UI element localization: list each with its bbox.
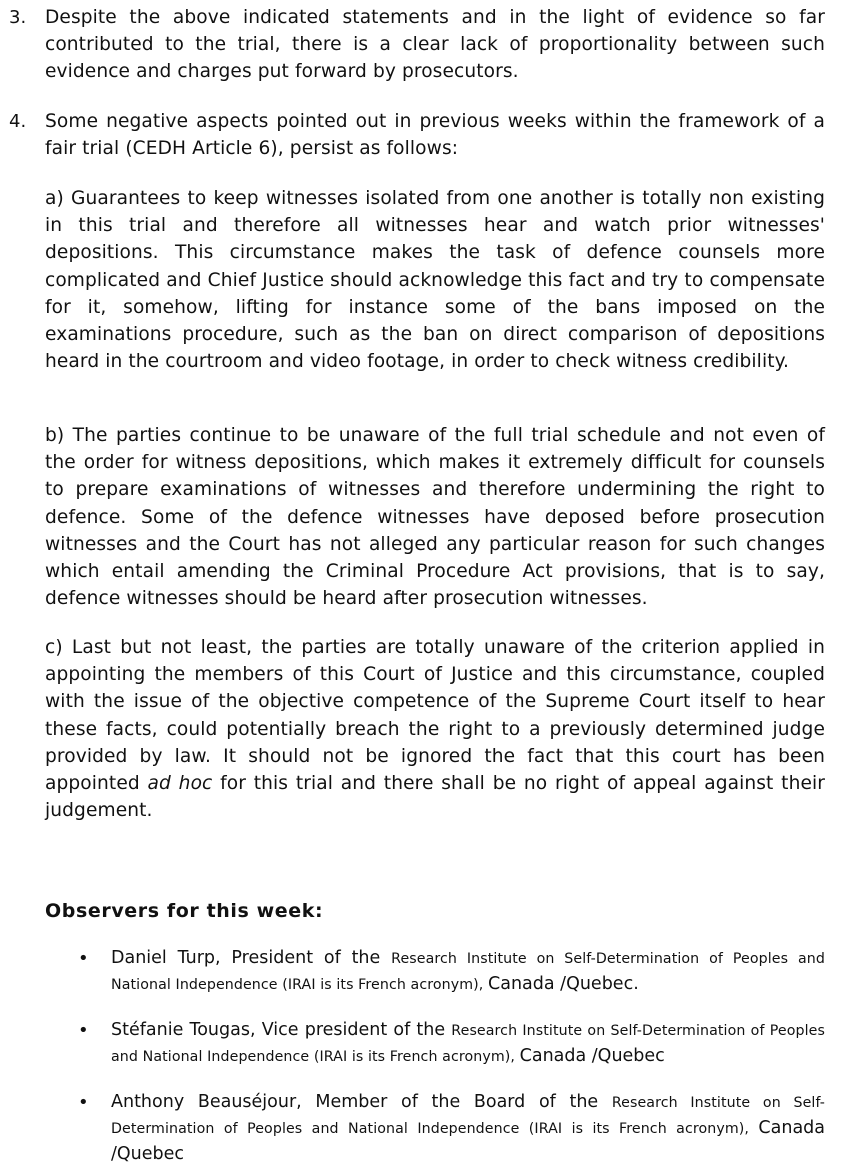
observer-text	[111, 1090, 825, 1167]
bullet-icon: •	[78, 948, 89, 969]
observer-org: Research Institute on Self-Determination of Peoples and National Independence (IRAI is its French acronym),	[111, 951, 825, 993]
bullet-icon: •	[78, 1020, 89, 1041]
observer-org: Research Institute on Self-Determination of Peoples and National Independence (IRAI is its French acronym),	[111, 1023, 825, 1065]
observer-org: Research Institute on Self-Determination of Peoples and National Independence (IRAI is its French acronym),	[111, 1095, 825, 1137]
bullet-icon: •	[78, 1092, 89, 1113]
item-number: 3.	[9, 7, 27, 28]
sub-item-c	[45, 634, 825, 824]
observers-heading: Observers for this week:	[45, 900, 324, 922]
sub-item-c-end: for this trial and there shall be no right of appeal against their judgement.	[45, 773, 825, 822]
item-text: Some negative aspects pointed out in previous weeks within the framework of a fair trial (CEDH Article 6), persist as follows:	[45, 111, 825, 160]
observer-lead: Anthony Beauséjour, Member of the Board of the	[111, 1092, 612, 1112]
observer-text	[111, 946, 825, 998]
observer-place: Canada /Quebec.	[488, 974, 639, 994]
observer-place: Canada /Quebec	[111, 1118, 825, 1164]
sub-item-b: b) The parties continue to be unaware of the full trial schedule and not even of the order for witness depositions, which makes it extremely difficult for counsels to prepare examinations of witnesses and therefore undermining the right to defence. Some of the defence witnesses have deposed before prosecution witnesses and the Court has not alleged any particular reason for such changes which entail amending the Criminal Procedure Act provisions, that is to say, defence witnesses should be heard after prosecution witnesses.	[45, 425, 825, 610]
item-number: 4.	[9, 111, 27, 132]
item-text: Despite the above indicated statements and in the light of evidence so far contributed to the trial, there is a clear lack of proportionality between such evidence and charges put forward by prosecutors.	[45, 7, 825, 83]
sub-item-c-italic: ad hoc	[147, 773, 213, 795]
sub-item-a: a) Guarantees to keep witnesses isolated from one another is totally non existing in this trial and therefore all witnesses hear and watch prior witnesses' depositions. This circumstance makes the task of defence counsels more complicated and Chief Justice should acknowledge this fact and try to compensate for it, somehow, lifting for instance some of the bans imposed on the examinations procedure, such as the ban on direct comparison of depositions heard in the courtroom and video footage, in order to check witness credibility.	[45, 188, 825, 373]
observer-lead: Daniel Turp, President of the	[111, 948, 392, 968]
sub-item-c-text: c) Last but not least, the parties are totally unaware of the criterion applied in appointing the members of this Court of Justice and this circumstance, coupled with the issue of the objective competence of the Supreme Court itself to hear these facts, could potentially breach the right to a previously determined judge provided by law. It should not be ignored the fact that this court has been appointed	[45, 637, 825, 795]
observer-lead: Stéfanie Tougas, Vice president of the	[111, 1020, 452, 1040]
observer-place: Canada /Quebec	[519, 1046, 665, 1066]
observer-text	[111, 1018, 825, 1070]
